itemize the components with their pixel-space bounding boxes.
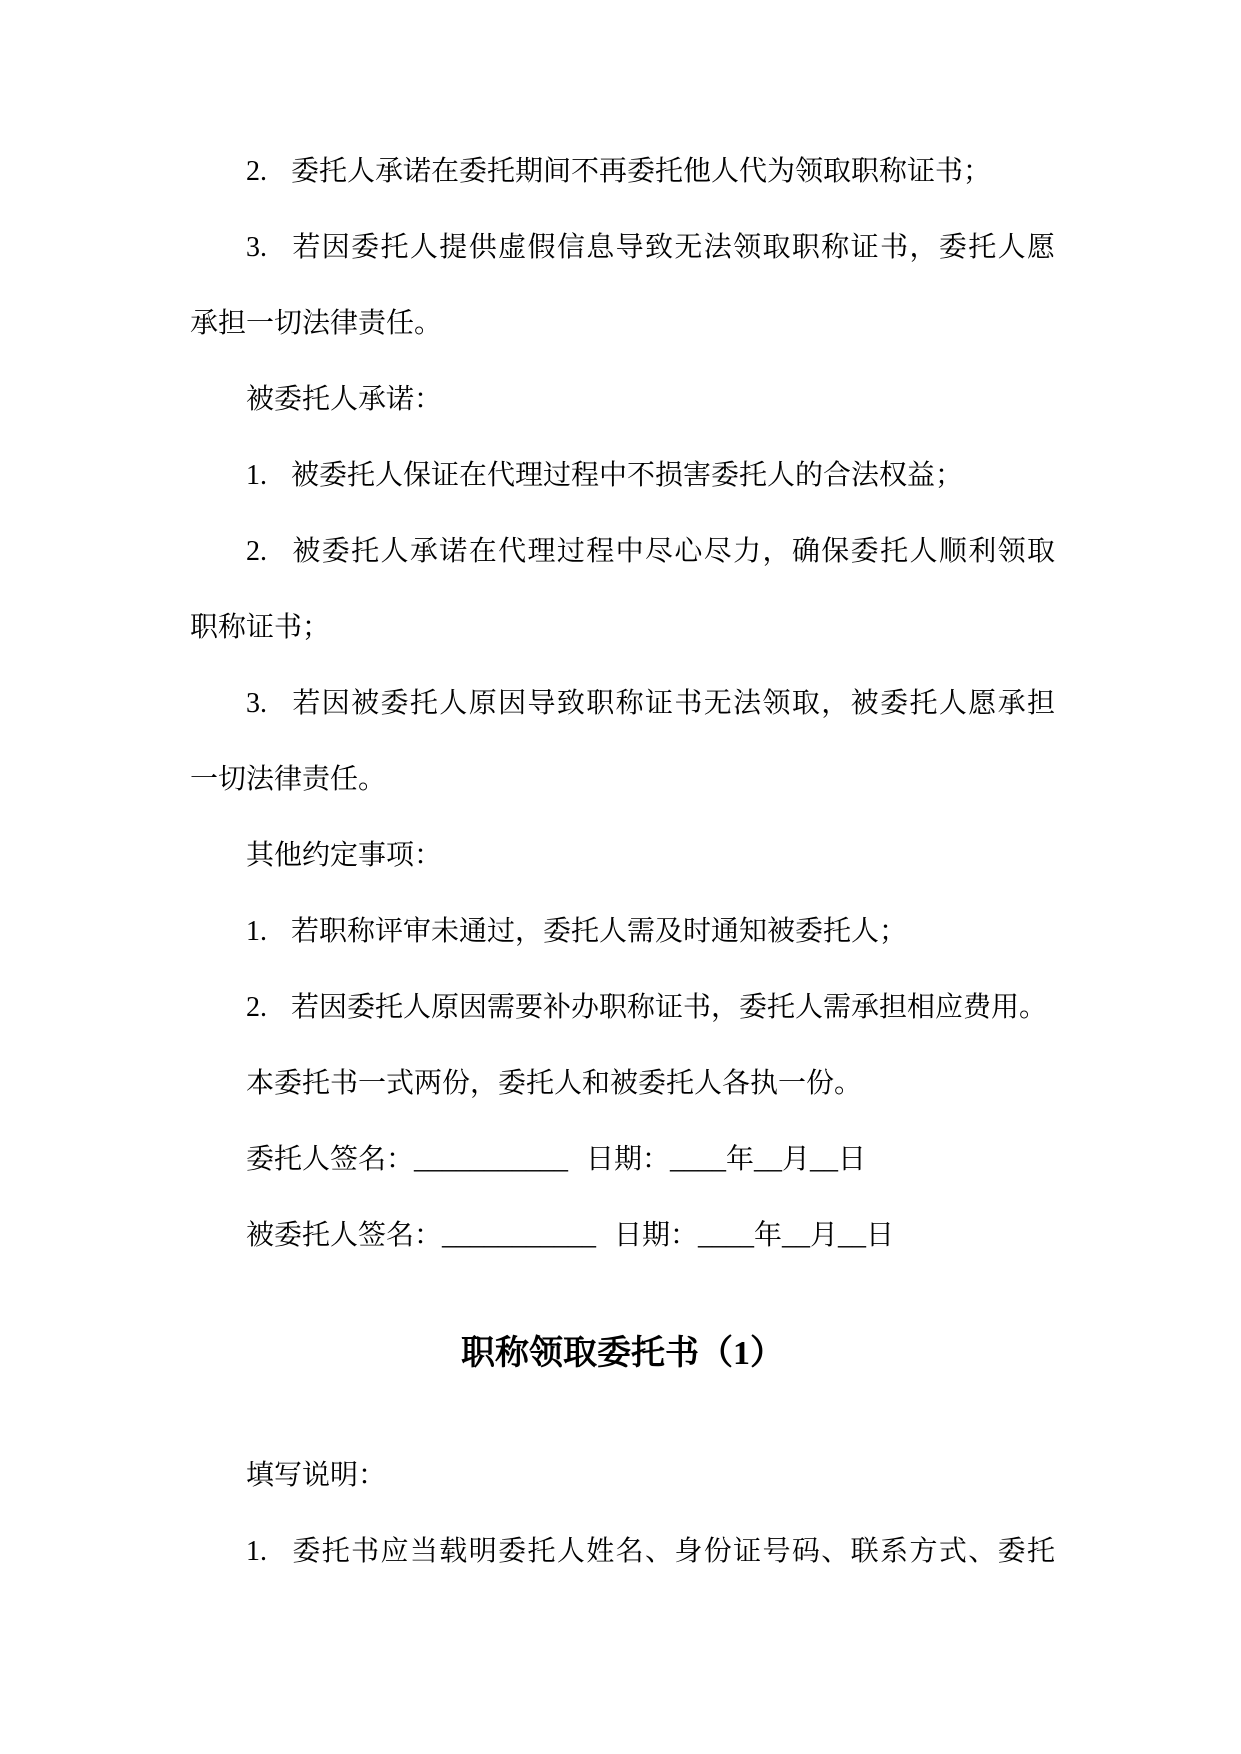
clause-item (190, 438, 1055, 514)
clause-text: 若职称评审未通过，委托人需及时通知被委托人； (291, 916, 908, 947)
other-terms (190, 818, 1055, 1046)
clause-number: 1. (246, 1536, 267, 1567)
clause-text: 若因委托人提供虚假信息导致无法领取职称证书，委托人愿 (291, 232, 1055, 263)
date-label: 日期： (614, 1220, 699, 1251)
clause-line: 一切法律责任。 (190, 764, 387, 795)
signature-block (190, 1122, 1055, 1274)
clause-number: 2. (246, 992, 267, 1023)
client-commitments (190, 134, 1055, 362)
clause-text: 若因委托人原因需要补办职称证书，委托人需承担相应费用。 (291, 992, 1048, 1023)
clause-item (190, 970, 1055, 1046)
clause-item (190, 1514, 1055, 1590)
clause-number: 1. (246, 916, 267, 947)
date-blank: ____年__月__日 (698, 1220, 895, 1251)
next-document (190, 1316, 1055, 1590)
document-body (190, 134, 1055, 1590)
signature-line-client (190, 1122, 1055, 1198)
clause-item (190, 894, 1055, 970)
clause-number: 2. (246, 536, 267, 567)
clause-item (190, 210, 1055, 362)
clause-number: 2. (246, 156, 267, 187)
clause-item (190, 666, 1055, 818)
copies-note: 本委托书一式两份，委托人和被委托人各执一份。 (246, 1068, 863, 1099)
date-label: 日期： (586, 1144, 671, 1175)
clause-line: 职称证书； (190, 612, 331, 643)
signature-blank: ___________ (414, 1144, 569, 1175)
clause-number: 3. (246, 232, 267, 263)
signature-label: 委托人签名： (246, 1144, 415, 1175)
clause-line (190, 210, 1055, 286)
clause-text: 被委托人承诺在代理过程中尽心尽力，确保委托人顺利领取 (291, 536, 1055, 567)
clause-number: 3. (246, 688, 267, 719)
date-blank: ____年__月__日 (670, 1144, 867, 1175)
clause-text: 若因被委托人原因导致职称证书无法领取，被委托人愿承担 (291, 688, 1055, 719)
section-heading: 被委托人承诺： (246, 384, 443, 415)
clause-item (190, 514, 1055, 666)
signature-line-agent (190, 1198, 1055, 1274)
agent-commitments (190, 362, 1055, 818)
clause-line (190, 514, 1055, 590)
clause-text: 委托人承诺在委托期间不再委托他人代为领取职称证书； (291, 156, 992, 187)
clause-text: 被委托人保证在代理过程中不损害委托人的合法权益； (291, 460, 964, 491)
document-title: 职称领取委托书（1） (461, 1335, 784, 1372)
clause-item (190, 134, 1055, 210)
signature-label: 被委托人签名： (246, 1220, 443, 1251)
section-heading: 其他约定事项： (246, 840, 443, 871)
section-heading: 填写说明： (246, 1460, 387, 1491)
signature-blank: ___________ (442, 1220, 597, 1251)
clause-text: 委托书应当载明委托人姓名、身份证号码、联系方式、委托 (291, 1536, 1055, 1567)
clause-line: 承担一切法律责任。 (190, 308, 443, 339)
clause-number: 1. (246, 460, 267, 491)
clause-line (190, 666, 1055, 742)
